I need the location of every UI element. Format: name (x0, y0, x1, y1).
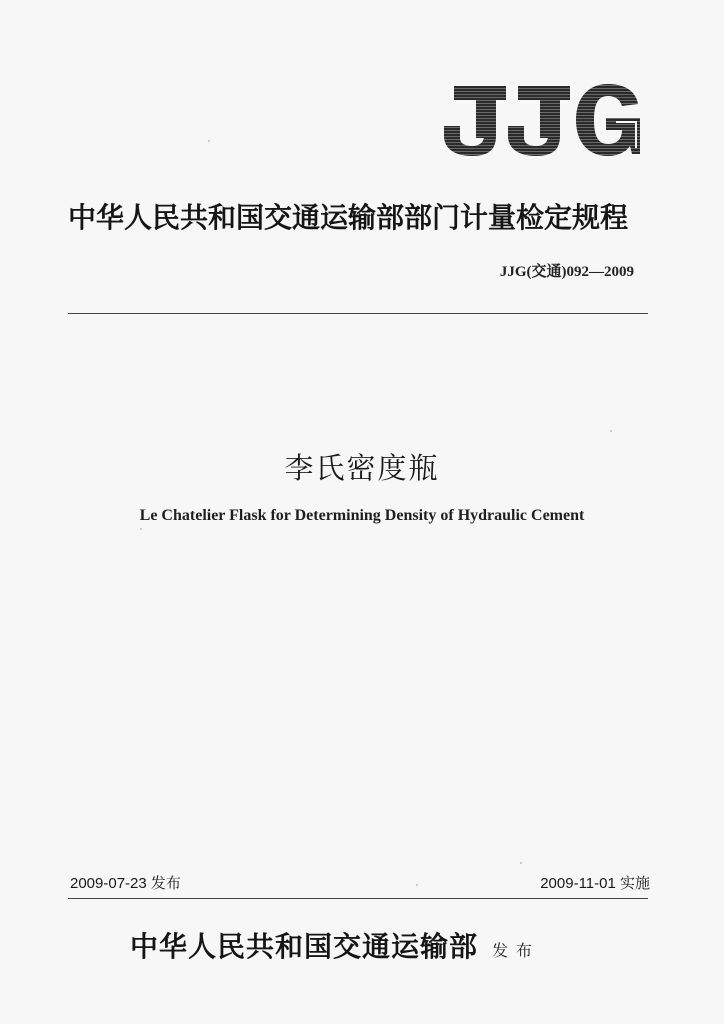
scan-speck (610, 430, 612, 432)
document-subtitle-english: Le Chatelier Flask for Determining Density of Hydraulic Cement (139, 507, 585, 524)
publisher-line (130, 925, 540, 965)
jjg-logo-graphic (440, 82, 645, 158)
scan-speck (208, 140, 210, 142)
scan-speck (140, 528, 142, 530)
scan-speck (416, 884, 418, 886)
publisher-action: 发布 (492, 941, 541, 960)
document-title: 李氏密度瓶 (284, 451, 440, 485)
issuing-authority-title: 中华人民共和国交通运输部部门计量检定规程 (68, 201, 629, 234)
publisher-name: 中华人民共和国交通运输部 (130, 930, 479, 963)
bottom-divider (68, 898, 648, 899)
standard-number: JJG(交通)092—2009 (499, 264, 634, 280)
scan-speck (520, 862, 522, 864)
logo-letter-g (576, 84, 640, 156)
implementation-date: 2009-11-01 实施 (540, 875, 650, 892)
issue-date: 2009-07-23 发布 (70, 875, 181, 892)
logo-letter-j1 (444, 86, 506, 156)
logo-letter-j2 (508, 86, 570, 156)
top-divider (68, 313, 648, 314)
jjg-logo (440, 82, 645, 158)
